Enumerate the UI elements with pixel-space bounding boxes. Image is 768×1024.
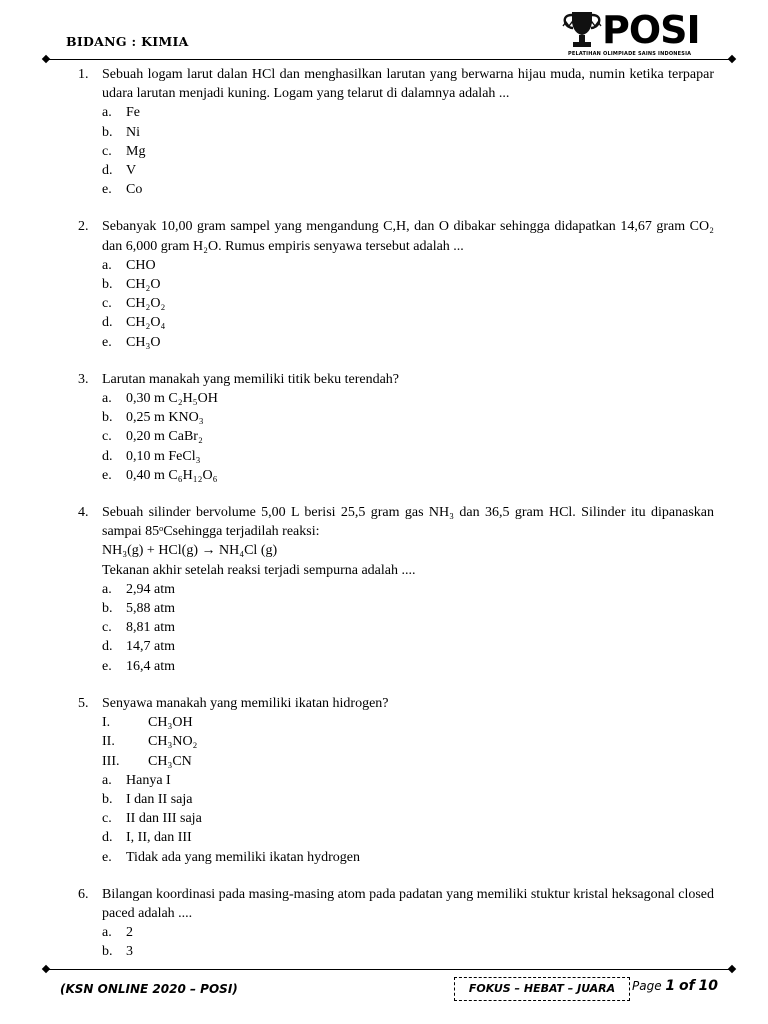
option-label: d.	[102, 315, 113, 331]
answer-option	[102, 161, 714, 180]
question-number: 3.	[78, 371, 89, 387]
answer-option	[102, 123, 714, 142]
option-label: b.	[102, 410, 113, 426]
divider-diamond-right	[728, 965, 736, 973]
option-label: b.	[102, 944, 113, 960]
option-label: c.	[102, 811, 112, 827]
option-text: Mg	[126, 143, 146, 159]
option-text: 3	[126, 944, 133, 960]
answer-option	[102, 389, 714, 408]
option-text: CH₂O	[126, 277, 161, 293]
statement-label: III.	[102, 753, 120, 769]
statement-text: CH₃OH	[148, 715, 193, 731]
question-text: Senyawa manakah yang memiliki ikatan hidrogen?	[102, 695, 389, 711]
option-text: Ni	[126, 124, 140, 140]
option-label: c.	[102, 429, 112, 445]
question-number: 6.	[78, 886, 89, 902]
option-text: I, II, dan III	[126, 830, 192, 846]
footer-divider	[46, 969, 732, 970]
answer-option	[102, 103, 714, 122]
header-divider	[46, 59, 732, 60]
option-text: II dan III saja	[126, 811, 202, 827]
question-number: 2.	[78, 219, 89, 235]
option-text: 8,81 atm	[126, 620, 175, 636]
option-text: 0,20 m CaBr₂	[126, 429, 203, 445]
question-text: Larutan manakah yang memiliki titik beku terendah?	[102, 371, 400, 387]
option-text: CH₂O₄	[126, 315, 166, 331]
answer-option	[102, 923, 714, 942]
statement-text: CH₃NO₂	[148, 734, 198, 750]
answer-option	[102, 466, 714, 485]
option-text: Hanya I	[126, 772, 171, 788]
answer-option	[102, 848, 714, 867]
motto-box: FOKUS – HEBAT – JUARA	[454, 977, 630, 1001]
answer-option	[102, 256, 714, 275]
statement-text: CH₃CN	[148, 753, 192, 769]
question-number: 4.	[78, 505, 89, 521]
option-label: a.	[102, 105, 112, 121]
logo-wordmark: POSI	[602, 8, 700, 52]
option-label: c.	[102, 296, 112, 312]
statement-item	[102, 732, 714, 751]
answer-option	[102, 275, 714, 294]
option-label: b.	[102, 791, 113, 807]
option-label: b.	[102, 277, 113, 293]
exam-name: (KSN ONLINE 2020 – POSI)	[60, 982, 238, 996]
option-label: b.	[102, 601, 113, 617]
question-list	[78, 65, 714, 980]
divider-diamond-left	[42, 965, 50, 973]
option-label: a.	[102, 925, 112, 941]
option-text: 0,10 m FeCl₃	[126, 448, 201, 464]
question-item	[78, 370, 714, 485]
question-item	[78, 65, 714, 199]
answer-option	[102, 180, 714, 199]
posi-logo	[560, 8, 730, 58]
answer-option	[102, 142, 714, 161]
divider-diamond-right	[728, 55, 736, 63]
answer-option	[102, 447, 714, 466]
answer-option	[102, 599, 714, 618]
answer-option	[102, 333, 714, 352]
question-number: 1.	[78, 67, 89, 82]
option-text: V	[126, 163, 137, 179]
answer-option	[102, 942, 714, 961]
option-text: Co	[126, 182, 143, 198]
answer-option	[102, 427, 714, 446]
question-item	[78, 503, 714, 676]
option-label: e.	[102, 658, 112, 674]
option-label: d.	[102, 163, 113, 179]
question-item	[78, 885, 714, 962]
answer-option	[102, 580, 714, 599]
option-text: 0,30 m C₂H₅OH	[126, 391, 218, 407]
question-item	[78, 217, 714, 351]
statement-item	[102, 713, 714, 732]
answer-option	[102, 809, 714, 828]
option-text: CH₂O₂	[126, 296, 166, 312]
option-label: a.	[102, 772, 112, 788]
option-label: a.	[102, 581, 112, 597]
question-number: 5.	[78, 695, 89, 711]
option-label: e.	[102, 467, 112, 483]
statement-item	[102, 752, 714, 771]
option-label: b.	[102, 124, 113, 140]
answer-option	[102, 313, 714, 332]
option-label: c.	[102, 620, 112, 636]
option-label: c.	[102, 143, 112, 159]
question-item	[78, 694, 714, 867]
option-text: 5,88 atm	[126, 601, 175, 617]
option-label: e.	[102, 334, 112, 350]
option-text: 0,25 m KNO₃	[126, 410, 204, 426]
question-text: Sebuah silinder bervolume 5,00 L berisi 25,5 gram gas NH₃ dan 36,5 gram HCl. Silinder itu dipanaskan sampai 85ᵒCsehingga terjadilah reaksi:	[102, 505, 714, 540]
page-prefix: Page	[632, 979, 662, 993]
statement-label: I.	[102, 715, 111, 731]
option-text: 14,7 atm	[126, 639, 175, 655]
divider-diamond-left	[42, 55, 50, 63]
answer-option	[102, 790, 714, 809]
trophy-icon	[560, 8, 604, 52]
option-text: 2,94 atm	[126, 581, 175, 597]
option-text: Fe	[126, 105, 140, 121]
option-text: 2	[126, 925, 133, 941]
logo-tagline: PELATIHAN OLIMPIADE SAINS INDONESIA	[568, 51, 692, 57]
page-indicator	[632, 978, 718, 994]
answer-option	[102, 771, 714, 790]
page-total: 10	[698, 978, 719, 994]
option-label: a.	[102, 257, 112, 273]
question-line: Tekanan akhir setelah reaksi terjadi sempurna adalah ....	[102, 562, 416, 578]
statement-label: II.	[102, 734, 115, 750]
option-label: d.	[102, 639, 113, 655]
page-of: of	[679, 978, 695, 994]
option-text: CHO	[126, 257, 156, 273]
option-text: 0,40 m C₆H₁₂O₆	[126, 467, 218, 483]
question-text: Bilangan koordinasi pada masing-masing atom pada padatan yang memiliki stuktur kristal heksagonal closed paced adalah ....	[102, 886, 714, 921]
answer-option	[102, 408, 714, 427]
page-current: 1	[665, 978, 676, 994]
question-line: NH₃(g) + HCl(g) → NH₄Cl (g)	[102, 543, 278, 559]
answer-option	[102, 294, 714, 313]
option-text: 16,4 atm	[126, 658, 175, 674]
question-text: Sebanyak 10,00 gram sampel yang mengandung C,H, dan O dibakar sehingga didapatkan 14,67 gram CO₂ dan 6,000 gram H₂O. Rumus empiris senyawa tersebut adalah ...	[102, 219, 714, 254]
option-label: e.	[102, 849, 112, 865]
option-label: e.	[102, 182, 112, 198]
option-text: CH₃O	[126, 334, 161, 350]
option-label: d.	[102, 830, 113, 846]
option-label: a.	[102, 391, 112, 407]
option-label: d.	[102, 448, 113, 464]
subject-heading: BIDANG : KIMIA	[66, 34, 189, 49]
question-text: Sebuah logam larut dalan HCl dan menghasilkan larutan yang berwarna hijau muda, numin ketika terpapar udara larutan menjadi kuning. Logam yang telarut di dalamnya adalah ...	[102, 67, 714, 102]
answer-option	[102, 657, 714, 676]
answer-option	[102, 618, 714, 637]
answer-option	[102, 828, 714, 847]
answer-option	[102, 637, 714, 656]
option-text: Tidak ada yang memiliki ikatan hydrogen	[126, 849, 360, 865]
option-text: I dan II saja	[126, 791, 193, 807]
